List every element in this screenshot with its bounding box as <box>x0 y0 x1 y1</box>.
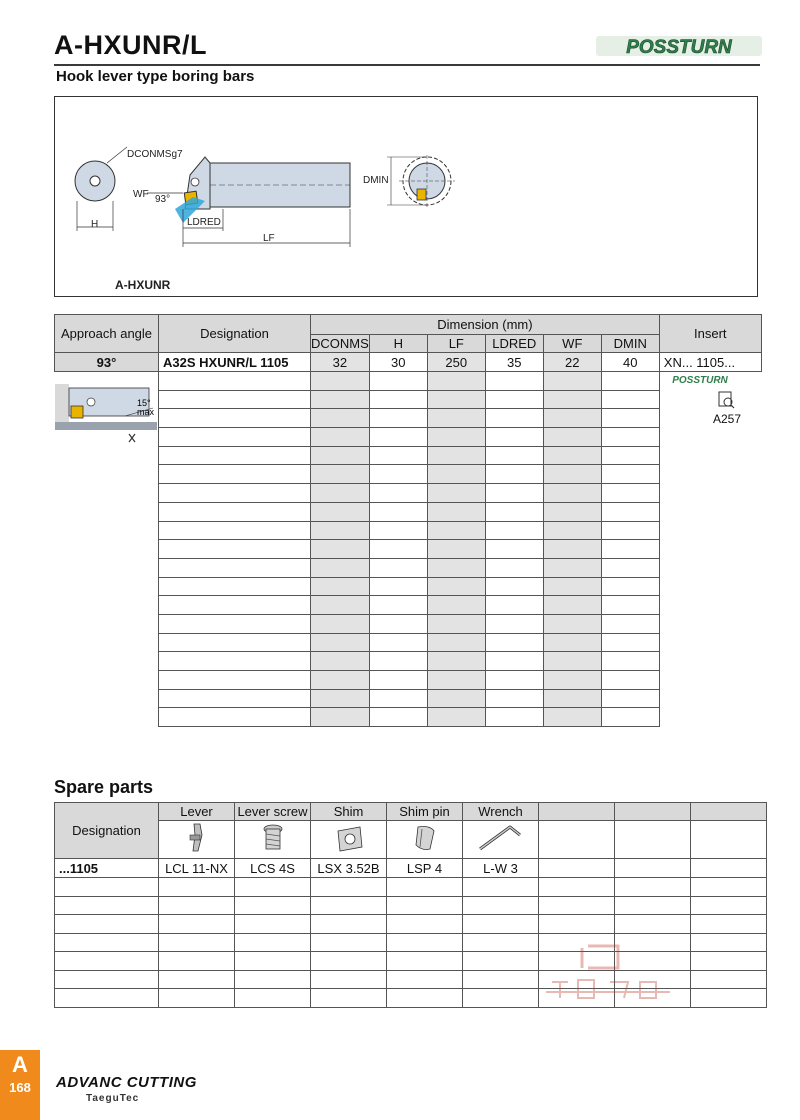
col-wf: WF <box>543 335 601 353</box>
page-tab <box>0 1050 40 1120</box>
table-row-empty <box>55 428 762 447</box>
ldred-cell: 35 <box>485 353 543 372</box>
col-shim: Shim <box>311 803 387 821</box>
shim-icon-cell <box>311 821 387 859</box>
page-title: A-HXUNR/L <box>54 30 207 60</box>
page-subtitle: Hook lever type boring bars <box>56 68 255 85</box>
lever-icon <box>182 821 212 855</box>
table-row-empty <box>55 465 762 484</box>
lever-cell: LCL 11-NX <box>159 859 235 878</box>
dconms-cell: 32 <box>311 353 370 372</box>
table-row-empty <box>55 633 762 652</box>
table-row-empty <box>55 878 767 897</box>
title-rule <box>54 64 760 66</box>
designation-cell: A32S HXUNR/L 1105 <box>159 353 311 372</box>
shim-icon <box>332 821 366 855</box>
table-row-empty <box>55 502 762 521</box>
table-row-empty <box>55 521 762 540</box>
table-row-empty <box>55 689 762 708</box>
table-row-empty <box>55 652 762 671</box>
table-row-empty <box>55 671 762 690</box>
col-dconms: DCONMS <box>311 336 369 351</box>
ldred-label: LDRED <box>187 217 221 228</box>
lf-label: LF <box>263 233 275 244</box>
table-row <box>55 353 762 372</box>
logo-text: POSSTURN <box>626 37 732 58</box>
dimension-header: Dimension (mm) <box>311 315 660 335</box>
h-label: H <box>91 219 99 230</box>
dmin-cell: 40 <box>601 353 659 372</box>
diagram-caption: A-HXUNR <box>115 278 171 292</box>
shim-cell: LSX 3.52B <box>311 859 387 878</box>
lf-cell: 250 <box>427 353 485 372</box>
insert-cell: XN... 1105... <box>659 353 761 372</box>
insert-posstturn-logo <box>662 372 738 386</box>
wrench-icon-cell <box>463 821 539 859</box>
angle-cell: 93° <box>55 353 159 372</box>
angle-max-label: max <box>137 407 155 417</box>
tool-diagram <box>54 96 758 297</box>
wrench-icon <box>476 821 526 855</box>
table-row-empty <box>55 596 762 615</box>
brand-subtitle: TaeguTec <box>86 1093 140 1104</box>
table-row-empty <box>55 915 767 934</box>
angle-label: 93° <box>155 194 171 205</box>
insert-page-ref: A257 <box>713 412 742 426</box>
spare-parts-title: Spare parts <box>54 777 154 797</box>
table-row <box>55 859 767 878</box>
wf-label: WF <box>133 189 149 200</box>
shim-pin-icon <box>408 821 442 855</box>
lever-screw-icon-cell <box>235 821 311 859</box>
col-empty <box>615 803 691 821</box>
col-ldred: LDRED <box>485 335 543 353</box>
col-lf: LF <box>427 335 485 353</box>
col-lever: Lever <box>159 803 235 821</box>
table-row-empty <box>55 540 762 559</box>
table-row-empty <box>55 446 762 465</box>
table-row-empty <box>55 390 762 409</box>
shim-pin-cell: LSP 4 <box>387 859 463 878</box>
watermark-graphic <box>538 938 678 1018</box>
table-row-empty <box>55 577 762 596</box>
shim-pin-icon-cell <box>387 821 463 859</box>
approach-angle-figure <box>55 384 157 450</box>
table-row-empty <box>55 708 762 727</box>
dconms-label: DCONMSg7 <box>127 149 183 160</box>
lever-screw-cell: LCS 4S <box>235 859 311 878</box>
col-dmin: DMIN <box>601 335 659 353</box>
catalog-page-icon <box>716 390 736 410</box>
col-empty <box>691 803 767 821</box>
insert-logo-text: POSSTURN <box>672 375 728 386</box>
col-empty <box>539 803 615 821</box>
table-row-empty <box>55 484 762 503</box>
dimension-table <box>54 314 762 727</box>
page-number: 168 <box>9 1080 31 1095</box>
angle-15-label: 15° <box>137 398 151 408</box>
table-row-empty <box>55 409 762 428</box>
dmin-label: DMIN <box>363 175 389 186</box>
wf-cell: 22 <box>543 353 601 372</box>
table-row-empty <box>55 372 762 391</box>
wrench-cell: L-W 3 <box>463 859 539 878</box>
spare-designation-header: Designation <box>55 803 159 859</box>
posstturn-logo <box>594 34 764 60</box>
brand-logo: ADVANC CUTTING <box>56 1074 197 1091</box>
lever-icon-cell <box>159 821 235 859</box>
col-shim-pin: Shim pin <box>387 803 463 821</box>
insert-header: Insert <box>659 315 761 353</box>
col-h: H <box>369 335 427 353</box>
table-row-empty <box>55 896 767 915</box>
table-row-empty <box>55 558 762 577</box>
lever-screw-icon <box>256 821 290 855</box>
table-row-empty <box>55 614 762 633</box>
col-lever-screw: Lever screw <box>235 803 311 821</box>
designation-header: Designation <box>159 315 311 353</box>
h-cell: 30 <box>369 353 427 372</box>
col-wrench: Wrench <box>463 803 539 821</box>
spare-designation-cell: ...1105 <box>55 859 159 878</box>
approach-angle-header: Approach angle <box>55 315 159 353</box>
section-letter: A <box>12 1052 28 1077</box>
